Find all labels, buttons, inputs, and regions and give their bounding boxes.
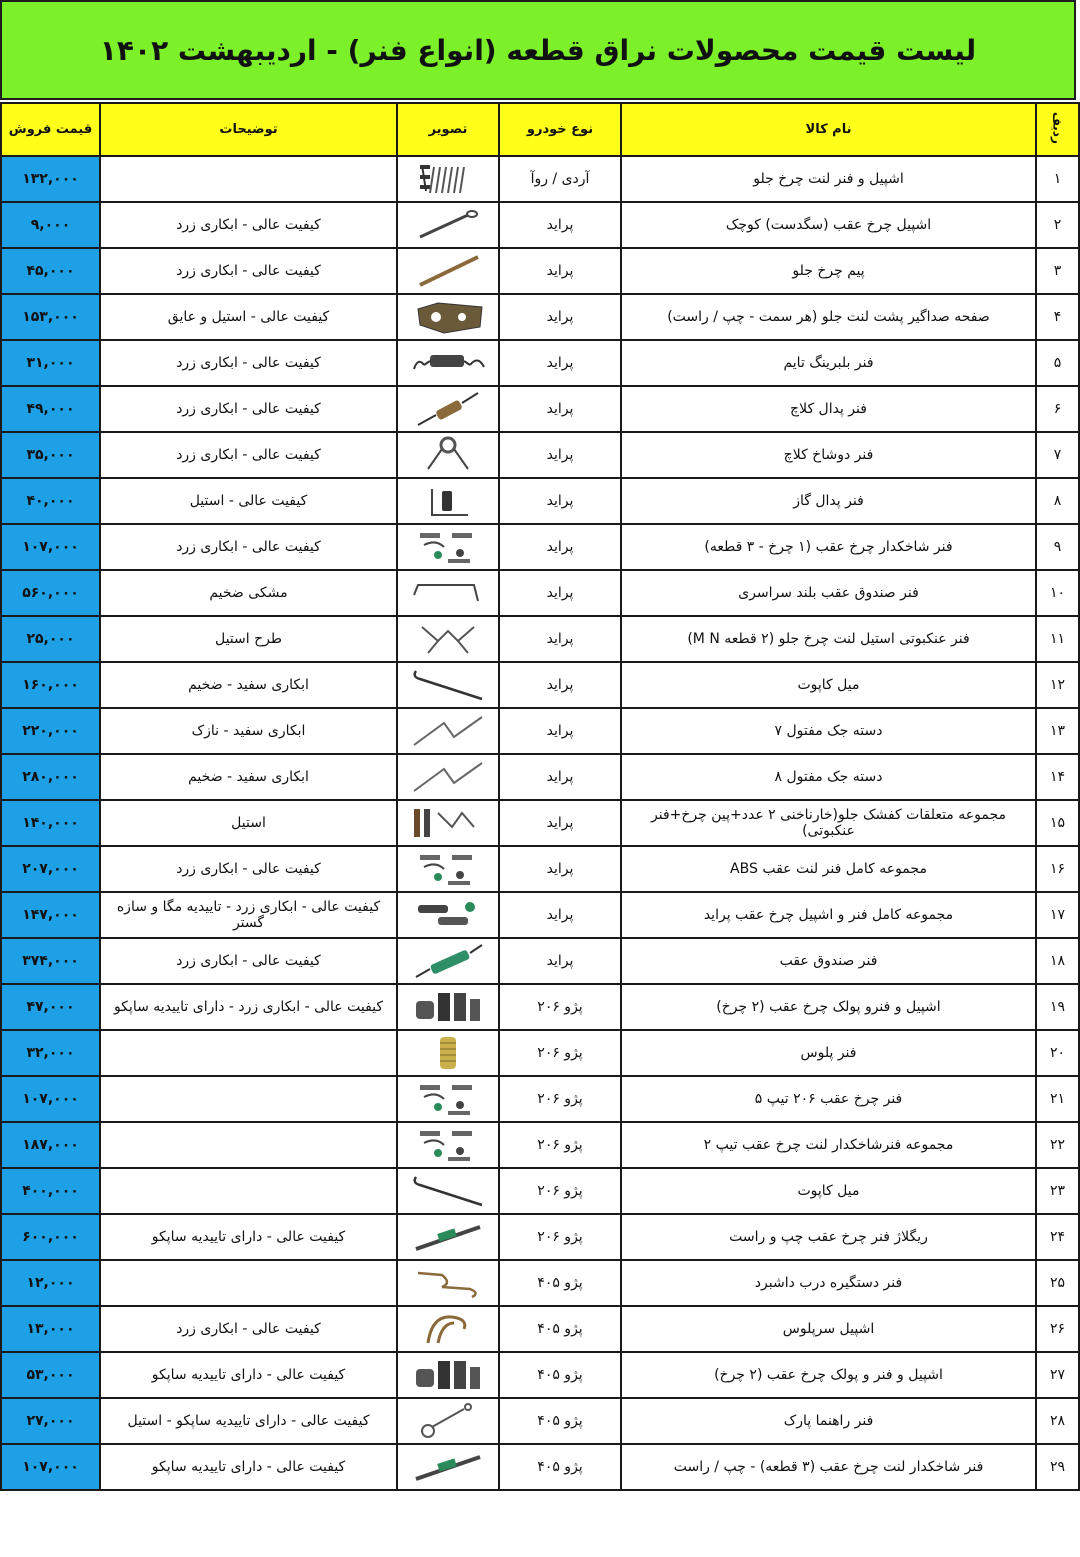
row-number: ۲۹ <box>1036 1444 1079 1490</box>
table-row <box>1 1030 1079 1076</box>
description: کیفیت عالی - ابکاری زرد <box>100 386 397 432</box>
description: کیفیت عالی - ابکاری زرد <box>100 846 397 892</box>
product-image-cell <box>397 662 499 708</box>
row-number: ۸ <box>1036 478 1079 524</box>
table-row <box>1 938 1079 984</box>
row-number: ۴ <box>1036 294 1079 340</box>
row-number: ۶ <box>1036 386 1079 432</box>
sale-price: ۱۳۲,۰۰۰ <box>1 156 100 202</box>
description: کیفیت عالی - ابکاری زرد <box>100 202 397 248</box>
product-image-cell <box>397 1122 499 1168</box>
row-number: ۷ <box>1036 432 1079 478</box>
product-image-cell <box>397 524 499 570</box>
row-number: ۵ <box>1036 340 1079 386</box>
product-image-cell <box>397 984 499 1030</box>
description: کیفیت عالی - دارای تاییدیه ساپکو - استیل <box>100 1398 397 1444</box>
pin-icon <box>408 251 488 291</box>
spring-set-icon <box>408 895 488 935</box>
sale-price: ۱۰۷,۰۰۰ <box>1 524 100 570</box>
product-name: فنر بلبرینگ تایم <box>621 340 1036 386</box>
row-number: ۱۹ <box>1036 984 1079 1030</box>
title-banner <box>0 0 1076 100</box>
row-number: ۲۳ <box>1036 1168 1079 1214</box>
sale-price: ۱۵۳,۰۰۰ <box>1 294 100 340</box>
description: استیل <box>100 800 397 846</box>
row-number: ۱۶ <box>1036 846 1079 892</box>
row-number: ۲۸ <box>1036 1398 1079 1444</box>
product-image-cell <box>397 156 499 202</box>
product-image-cell <box>397 340 499 386</box>
spring-pack-icon <box>408 987 488 1027</box>
cotter-pin-icon <box>408 205 488 245</box>
product-image-cell <box>397 616 499 662</box>
description <box>100 1122 397 1168</box>
table-row <box>1 1214 1079 1260</box>
table-row <box>1 570 1079 616</box>
table-row <box>1 1352 1079 1398</box>
car-type: پراید <box>499 202 621 248</box>
description: کیفیت عالی - ابکاری زرد <box>100 248 397 294</box>
product-image-cell <box>397 386 499 432</box>
product-image-cell <box>397 432 499 478</box>
row-number: ۹ <box>1036 524 1079 570</box>
product-name: اشپیل و فنر لنت چرخ جلو <box>621 156 1036 202</box>
car-type: پژو ۴۰۵ <box>499 1260 621 1306</box>
header-price: قیمت فروش <box>1 103 100 156</box>
table-row <box>1 294 1079 340</box>
description: کیفیت عالی - ابکاری زرد - دارای تاییدیه ساپکو <box>100 984 397 1030</box>
row-number: ۲۰ <box>1036 1030 1079 1076</box>
trunk-rod-icon <box>408 573 488 613</box>
product-name: فنر عنکبوتی استیل لنت چرخ جلو (۲ قطعه M N) <box>621 616 1036 662</box>
description: کیفیت عالی - ابکاری زرد <box>100 432 397 478</box>
table-body <box>1 156 1079 1490</box>
description <box>100 1030 397 1076</box>
car-type: پراید <box>499 524 621 570</box>
description: کیفیت عالی - ابکاری زرد <box>100 938 397 984</box>
sale-price: ۱۶۰,۰۰۰ <box>1 662 100 708</box>
product-name: ریگلاژ فنر چرخ عقب چپ و راست <box>621 1214 1036 1260</box>
description: کیفیت عالی - دارای تاییدیه ساپکو <box>100 1444 397 1490</box>
hairpin-clip-icon <box>408 1309 488 1349</box>
product-image-cell <box>397 708 499 754</box>
jack-handle-icon <box>408 757 488 797</box>
row-number: ۲۶ <box>1036 1306 1079 1352</box>
car-type: پراید <box>499 248 621 294</box>
sale-price: ۴۵,۰۰۰ <box>1 248 100 294</box>
sale-price: ۵۶۰,۰۰۰ <box>1 570 100 616</box>
table-row <box>1 892 1079 938</box>
product-image-cell <box>397 1030 499 1076</box>
row-number: ۲ <box>1036 202 1079 248</box>
table-row <box>1 1306 1079 1352</box>
car-type: آردی / روآ <box>499 156 621 202</box>
sale-price: ۱۰۷,۰۰۰ <box>1 1444 100 1490</box>
spring-kit-icon <box>408 527 488 567</box>
product-name: اشپیل و فنر و پولک چرخ عقب (۲ چرخ) <box>621 1352 1036 1398</box>
sale-price: ۱۴۰,۰۰۰ <box>1 800 100 846</box>
product-image-cell <box>397 478 499 524</box>
spring-kit-icon <box>408 1125 488 1165</box>
product-image-cell <box>397 1076 499 1122</box>
car-type: پژو ۴۰۵ <box>499 1306 621 1352</box>
product-image-cell <box>397 1352 499 1398</box>
car-type: پراید <box>499 570 621 616</box>
product-name: اشپیل و فنرو پولک چرخ عقب (۲ چرخ) <box>621 984 1036 1030</box>
product-name: فنر شاخکدار چرخ عقب (۱ چرخ - ۳ قطعه) <box>621 524 1036 570</box>
spring-pins-icon <box>408 159 488 199</box>
car-type: پژو ۲۰۶ <box>499 984 621 1030</box>
description: کیفیت عالی - ابکاری زرد <box>100 524 397 570</box>
car-type: پژو ۴۰۵ <box>499 1352 621 1398</box>
table-header-row <box>1 103 1079 156</box>
product-image-cell <box>397 1260 499 1306</box>
row-number: ۱۳ <box>1036 708 1079 754</box>
header-description: توضیحات <box>100 103 397 156</box>
product-image-cell <box>397 892 499 938</box>
description: کیفیت عالی - استیل و عایق <box>100 294 397 340</box>
price-table <box>0 102 1080 1491</box>
product-name: فنر پلوس <box>621 1030 1036 1076</box>
product-name: صفحه صداگیر پشت لنت جلو (هر سمت - چپ / راست) <box>621 294 1036 340</box>
table-row <box>1 156 1079 202</box>
car-type: پراید <box>499 892 621 938</box>
row-number: ۲۷ <box>1036 1352 1079 1398</box>
table-row <box>1 616 1079 662</box>
sale-price: ۴۰,۰۰۰ <box>1 478 100 524</box>
fork-spring-icon <box>408 435 488 475</box>
product-image-cell <box>397 938 499 984</box>
car-type: پژو ۲۰۶ <box>499 1030 621 1076</box>
product-image-cell <box>397 800 499 846</box>
spring-kit-icon <box>408 1079 488 1119</box>
product-name: دسته جک مفتول ۷ <box>621 708 1036 754</box>
product-image-cell <box>397 1214 499 1260</box>
product-name: فنر صندوق عقب بلند سراسری <box>621 570 1036 616</box>
car-type: پراید <box>499 478 621 524</box>
jack-handle-icon <box>408 711 488 751</box>
car-type: پراید <box>499 938 621 984</box>
coil-spring-icon <box>408 343 488 383</box>
row-number: ۳ <box>1036 248 1079 294</box>
description <box>100 1168 397 1214</box>
product-name: فنر دستگیره درب داشبرد <box>621 1260 1036 1306</box>
sale-price: ۵۳,۰۰۰ <box>1 1352 100 1398</box>
description: کیفیت عالی - ابکاری زرد <box>100 1306 397 1352</box>
car-type: پژو ۲۰۶ <box>499 1214 621 1260</box>
table-row <box>1 340 1079 386</box>
product-image-cell <box>397 1306 499 1352</box>
product-name: مجموعه فنرشاخکدار لنت چرخ عقب تیپ ۲ <box>621 1122 1036 1168</box>
sale-price: ۱۸۷,۰۰۰ <box>1 1122 100 1168</box>
sale-price: ۶۰۰,۰۰۰ <box>1 1214 100 1260</box>
row-number: ۲۱ <box>1036 1076 1079 1122</box>
car-type: پراید <box>499 800 621 846</box>
car-type: پراید <box>499 340 621 386</box>
header-image: تصویر <box>397 103 499 156</box>
row-number: ۱۸ <box>1036 938 1079 984</box>
sale-price: ۱۳,۰۰۰ <box>1 1306 100 1352</box>
pedal-spring-icon <box>408 481 488 521</box>
product-image-cell <box>397 570 499 616</box>
sale-price: ۲۲۰,۰۰۰ <box>1 708 100 754</box>
vertical-spring-icon <box>408 1033 488 1073</box>
row-number: ۱ <box>1036 156 1079 202</box>
description: کیفیت عالی - دارای تاییدیه ساپکو <box>100 1214 397 1260</box>
table-row <box>1 984 1079 1030</box>
product-name: میل کاپوت <box>621 662 1036 708</box>
header-car-type: نوع خودرو <box>499 103 621 156</box>
spring-pack-icon <box>408 1355 488 1395</box>
row-number: ۲۵ <box>1036 1260 1079 1306</box>
spider-spring-icon <box>408 619 488 659</box>
sale-price: ۴۹,۰۰۰ <box>1 386 100 432</box>
spring-kit-icon <box>408 849 488 889</box>
product-name: فنر راهنما پارک <box>621 1398 1036 1444</box>
product-image-cell <box>397 248 499 294</box>
table-row <box>1 202 1079 248</box>
sale-price: ۱۰۷,۰۰۰ <box>1 1076 100 1122</box>
product-image-cell <box>397 294 499 340</box>
table-row <box>1 248 1079 294</box>
product-name: دسته جک مفتول ۸ <box>621 754 1036 800</box>
row-number: ۱۲ <box>1036 662 1079 708</box>
product-image-cell <box>397 846 499 892</box>
description <box>100 1260 397 1306</box>
table-row <box>1 1076 1079 1122</box>
shim-plate-icon <box>408 297 488 337</box>
table-row <box>1 1398 1079 1444</box>
description: طرح استیل <box>100 616 397 662</box>
description: کیفیت عالی - ابکاری زرد <box>100 340 397 386</box>
car-type: پژو ۴۰۵ <box>499 1398 621 1444</box>
description <box>100 1076 397 1122</box>
car-type: پژو ۲۰۶ <box>499 1168 621 1214</box>
description: ابکاری سفید - ضخیم <box>100 754 397 800</box>
table-row <box>1 662 1079 708</box>
table-row <box>1 386 1079 432</box>
row-number: ۱۰ <box>1036 570 1079 616</box>
diagonal-spring-icon <box>408 389 488 429</box>
table-row <box>1 1260 1079 1306</box>
product-name: فنر پدال کلاچ <box>621 386 1036 432</box>
description <box>100 156 397 202</box>
car-type: پراید <box>499 708 621 754</box>
description: ابکاری سفید - نازک <box>100 708 397 754</box>
sale-price: ۳۲,۰۰۰ <box>1 1030 100 1076</box>
car-type: پژو ۲۰۶ <box>499 1076 621 1122</box>
sale-price: ۱۴۷,۰۰۰ <box>1 892 100 938</box>
adjuster-icon <box>408 1217 488 1257</box>
product-name: اشپیل سرپلوس <box>621 1306 1036 1352</box>
product-image-cell <box>397 754 499 800</box>
sale-price: ۳۱,۰۰۰ <box>1 340 100 386</box>
car-type: پراید <box>499 846 621 892</box>
product-name: فنر پدال گاز <box>621 478 1036 524</box>
car-type: پراید <box>499 432 621 478</box>
product-name: فنر چرخ عقب ۲۰۶ تیپ ۵ <box>621 1076 1036 1122</box>
sale-price: ۲۰۷,۰۰۰ <box>1 846 100 892</box>
table-row <box>1 524 1079 570</box>
table-row <box>1 800 1079 846</box>
product-name: مجموعه کامل فنر لنت عقب ABS <box>621 846 1036 892</box>
header-product-name: نام کالا <box>621 103 1036 156</box>
description: مشکی ضخیم <box>100 570 397 616</box>
product-name: میل کاپوت <box>621 1168 1036 1214</box>
sale-price: ۱۲,۰۰۰ <box>1 1260 100 1306</box>
car-type: پراید <box>499 754 621 800</box>
hood-rod-icon <box>408 1171 488 1211</box>
product-name: فنر دوشاخ کلاچ <box>621 432 1036 478</box>
sale-price: ۳۵,۰۰۰ <box>1 432 100 478</box>
sale-price: ۲۷,۰۰۰ <box>1 1398 100 1444</box>
sale-price: ۹,۰۰۰ <box>1 202 100 248</box>
product-name: فنر شاخکدار لنت چرخ عقب (۳ قطعه) - چپ / راست <box>621 1444 1036 1490</box>
sale-price: ۲۵,۰۰۰ <box>1 616 100 662</box>
row-number: ۲۲ <box>1036 1122 1079 1168</box>
table-row <box>1 1444 1079 1490</box>
product-name: مجموعه متعلقات کفشک جلو(خارناخنی ۲ عدد+پین چرخ+فنر عنکبوتی) <box>621 800 1036 846</box>
product-image-cell <box>397 1398 499 1444</box>
product-name: فنر صندوق عقب <box>621 938 1036 984</box>
description: کیفیت عالی - ابکاری زرد - تاییدیه مگا و سازه گستر <box>100 892 397 938</box>
hood-rod-icon <box>408 665 488 705</box>
car-type: پراید <box>499 616 621 662</box>
car-type: پراید <box>499 662 621 708</box>
car-type: پژو ۲۰۶ <box>499 1122 621 1168</box>
header-row-number: ردیف <box>1036 103 1079 156</box>
green-spring-icon <box>408 941 488 981</box>
hook-spring-icon <box>408 1401 488 1441</box>
product-image-cell <box>397 202 499 248</box>
row-number: ۱۵ <box>1036 800 1079 846</box>
sale-price: ۲۸۰,۰۰۰ <box>1 754 100 800</box>
row-number: ۲۴ <box>1036 1214 1079 1260</box>
table-row <box>1 754 1079 800</box>
page-title: لیست قیمت محصولات نراق قطعه (انواع فنر) - اردیبهشت ۱۴۰۲ <box>99 33 977 67</box>
table-row <box>1 432 1079 478</box>
table-row <box>1 846 1079 892</box>
table-row <box>1 478 1079 524</box>
product-name: اشپیل چرخ عقب (سگدست) کوچک <box>621 202 1036 248</box>
sale-price: ۳۷۴,۰۰۰ <box>1 938 100 984</box>
car-type: پراید <box>499 386 621 432</box>
row-number: ۱۱ <box>1036 616 1079 662</box>
product-name: پیم چرخ جلو <box>621 248 1036 294</box>
table-row <box>1 708 1079 754</box>
wire-spring-icon <box>408 1263 488 1303</box>
description: کیفیت عالی - دارای تاییدیه ساپکو <box>100 1352 397 1398</box>
sale-price: ۴۷,۰۰۰ <box>1 984 100 1030</box>
row-number: ۱۷ <box>1036 892 1079 938</box>
car-type: پراید <box>499 294 621 340</box>
product-image-cell <box>397 1444 499 1490</box>
table-row <box>1 1122 1079 1168</box>
adjuster-icon <box>408 1447 488 1487</box>
product-image-cell <box>397 1168 499 1214</box>
description: ابکاری سفید - ضخیم <box>100 662 397 708</box>
car-type: پژو ۴۰۵ <box>499 1444 621 1490</box>
accessory-set-icon <box>408 803 488 843</box>
row-number: ۱۴ <box>1036 754 1079 800</box>
sale-price: ۴۰۰,۰۰۰ <box>1 1168 100 1214</box>
description: کیفیت عالی - استیل <box>100 478 397 524</box>
product-name: مجموعه کامل فنر و اشپیل چرخ عقب پراید <box>621 892 1036 938</box>
table-row <box>1 1168 1079 1214</box>
